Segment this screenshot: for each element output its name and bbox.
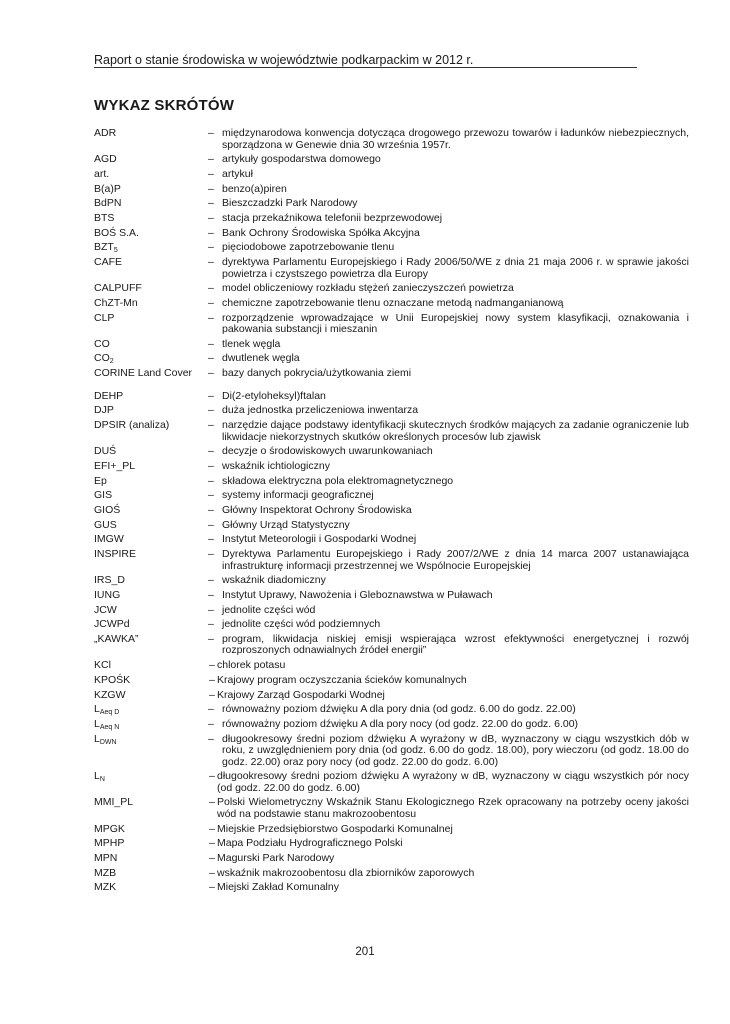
list-item: [94, 575, 689, 587]
separator-dash: –: [208, 588, 214, 601]
list-item: [94, 660, 689, 672]
list-item: [94, 690, 689, 702]
abbreviation-definition: wskaźnik makrozoobentosu dla zbiorników zaporowych: [217, 866, 475, 879]
list-item: [94, 868, 689, 880]
separator-dash: –: [208, 518, 214, 531]
abbreviation-definition: chemiczne zapotrzebowanie tlenu oznaczane metodą nadmanganianową: [222, 296, 564, 309]
abbreviation-term: DEHP: [94, 389, 124, 402]
page-title: WYKAZ SKRÓTÓW: [94, 97, 235, 114]
separator-dash: –: [209, 770, 215, 783]
separator-dash: –: [208, 503, 214, 516]
list-item: [94, 734, 689, 769]
abbreviation-term: BOŚ S.A.: [94, 226, 139, 239]
abbreviation-term: MMI_PL: [94, 796, 134, 809]
abbreviation-definition: narzędzie dające podstawy identyfikacji skutecznych środków mających za zadanie ograniczenie lub likwidacje niekorzystnych skutków określonych procesów lub zjawisk: [222, 419, 689, 443]
abbreviation-term: $L_{DWN}$: [94, 732, 117, 746]
separator-dash: –: [208, 296, 214, 309]
list-item: [94, 590, 689, 602]
abbreviation-definition: bazy danych pokrycia/użytkowania ziemi: [222, 367, 412, 380]
abbreviation-term: art.: [94, 167, 110, 180]
list-item: [94, 283, 689, 295]
separator-dash: –: [209, 837, 215, 850]
separator-dash: –: [208, 182, 214, 195]
abbreviation-definition: Bank Ochrony Środowiska Spółka Akcyjna: [222, 226, 420, 239]
list-item: [94, 391, 689, 403]
list-item: [94, 353, 689, 365]
abbreviation-term: DJP: [94, 404, 114, 417]
abbreviation-term: GIOŚ: [94, 503, 121, 516]
list-item: [94, 534, 689, 546]
abbreviation-term: MZK: [94, 881, 117, 894]
list-item: [94, 339, 689, 351]
abbreviation-term: MZB: [94, 866, 117, 879]
separator-dash: –: [208, 632, 214, 645]
abbreviation-definition: Magurski Park Narodowy: [217, 852, 335, 864]
abbreviation-definition: tlenek węgla: [222, 337, 281, 350]
separator-dash: –: [208, 548, 214, 560]
abbreviation-term: EFI+_PL: [94, 459, 136, 472]
separator-dash: –: [209, 688, 215, 701]
abbreviation-definition: duża jednostka przeliczeniowa inwentarza: [222, 404, 419, 417]
abbreviation-definition: model obliczeniowy rozkładu stężeń zanieczyszczeń powietrza: [222, 282, 514, 295]
abbreviation-definition: międzynarodowa konwencja dotycząca drogowego przewozu towarów i ładunków niebezpiecznych, sporządzona w Genewie dnia 30 września 1957r.: [222, 127, 689, 151]
abbreviation-definition: składowa elektryczna pola elektromagnetycznego: [222, 474, 454, 487]
abbreviation-term: $CO_2$: [94, 352, 114, 366]
abbreviation-definition: chlorek potasu: [217, 659, 286, 672]
abbreviation-term: AGD: [94, 153, 117, 166]
separator-dash: –: [209, 673, 215, 686]
page-number: 201: [355, 946, 375, 958]
abbreviation-definition: Główny Inspektorat Ochrony Środowiska: [222, 503, 412, 516]
list-item: [94, 619, 689, 631]
abbreviation-definition: wskaźnik ichtiologiczny: [222, 459, 330, 472]
separator-dash: –: [208, 282, 214, 295]
abbreviation-term: $BZT_5$: [94, 241, 118, 255]
abbreviation-definition: Krajowy Zarząd Gospodarki Wodnej: [217, 688, 385, 701]
abbreviation-term: GUS: [94, 518, 117, 531]
abbreviation-term: KPOŚK: [94, 673, 131, 686]
separator-dash: –: [208, 127, 214, 139]
abbreviation-definition: Dyrektywa Parlamentu Europejskiego i Rady 2007/2/WE z dnia 14 marca 2007 ustanawiająca infrastrukturę informacji przestrzennej we Wspólnocie Europejskiej: [222, 548, 689, 572]
list-item: [94, 405, 689, 417]
separator-dash: –: [208, 241, 214, 254]
abbreviation-definition: rozporządzenie wprowadzające w Unii Europejskiej nowy system klasyfikacji, oznakowania i pakowania substancji i mieszanin: [222, 311, 689, 336]
abbreviation-definition: dyrektywa Parlamentu Europejskiego i Rady 2006/50/WE z dnia 21 maja 2006 r. w sprawie jakości powietrza i czystszego powietrza dla Europy: [222, 256, 689, 280]
list-item: [94, 824, 689, 836]
separator-dash: –: [209, 852, 215, 864]
separator-dash: –: [208, 226, 214, 239]
list-item: [94, 184, 689, 196]
abbreviation-definition: decyzje o środowiskowych uwarunkowaniach: [222, 445, 433, 458]
abbreviation-term: JCW: [94, 603, 117, 616]
separator-dash: –: [208, 419, 214, 431]
abbreviation-subscript: DWN: [99, 738, 117, 746]
abbreviation-term: CORINE Land Cover: [94, 367, 193, 380]
separator-dash: –: [208, 197, 214, 210]
separator-dash: –: [208, 474, 214, 487]
list-item: [94, 446, 689, 458]
abbreviation-term: Ep: [94, 474, 107, 487]
list-item: [94, 490, 689, 502]
separator-dash: –: [208, 459, 214, 472]
abbreviation-term: MPN: [94, 852, 118, 864]
separator-dash: –: [208, 717, 214, 730]
list-item: [94, 257, 689, 280]
list-item: [94, 605, 689, 617]
abbreviation-term: $L_N$: [94, 770, 105, 784]
abbreviation-subscript: 2: [109, 358, 114, 366]
abbreviation-definition: Instytut Meteorologii i Gospodarki Wodnej: [222, 533, 417, 546]
separator-dash: –: [208, 167, 214, 180]
list-item: [94, 853, 689, 865]
abbreviation-term: $L_{Aeq N}$: [94, 717, 120, 731]
abbreviation-definition: Bieszczadzki Park Narodowy: [222, 197, 358, 210]
abbreviation-term: BTS: [94, 211, 115, 224]
separator-dash: –: [208, 211, 214, 224]
abbreviation-term: „KAWKA”: [94, 632, 139, 645]
abbreviation-term: IMGW: [94, 533, 124, 546]
abbreviation-term: CALPUFF: [94, 282, 142, 295]
abbreviation-definition: pięciodobowe zapotrzebowanie tlenu: [222, 241, 395, 254]
abbreviation-definition: Mapa Podziału Hydrograficznego Polski: [217, 837, 403, 850]
separator-dash: –: [208, 732, 214, 745]
abbreviation-definition: systemy informacji geograficznej: [222, 489, 374, 502]
list-item: [94, 242, 689, 254]
separator-dash: –: [208, 603, 214, 616]
separator-dash: –: [209, 822, 215, 835]
separator-dash: –: [209, 796, 215, 809]
list-item: [94, 771, 689, 794]
abbreviation-definition: jednolite części wód podziemnych: [222, 618, 381, 631]
separator-dash: –: [209, 881, 215, 894]
list-item: [94, 169, 689, 181]
abbreviation-term: ADR: [94, 127, 117, 139]
abbreviation-definition: jednolite części wód: [222, 603, 316, 616]
abbreviation-definition: artykuł: [222, 167, 253, 180]
abbreviation-term: IRS_D: [94, 574, 125, 587]
abbreviation-definition: długookresowy średni poziom dźwięku A wyrażony w dB, wyznaczony w ciągu wszystkich pór nocy (od godz. 22.00 do godz. 6.00): [217, 770, 689, 794]
separator-dash: –: [208, 311, 214, 324]
abbreviation-term: B(a)P: [94, 182, 121, 195]
abbreviation-definition: benzo(a)piren: [222, 182, 287, 195]
abbreviation-definition: Krajowy program oczyszczania ścieków komunalnych: [217, 673, 467, 686]
list-item: [94, 520, 689, 532]
list-item: [94, 505, 689, 517]
header-divider: [94, 67, 637, 68]
abbreviation-term: IUNG: [94, 588, 121, 601]
abbreviation-definition: równoważny poziom dźwięku A dla pory dnia (od godz. 6.00 do godz. 22.00): [222, 703, 576, 716]
separator-dash: –: [208, 352, 214, 365]
abbreviation-definition: Di(2-etyloheksyl)ftalan: [222, 389, 326, 402]
abbreviation-term: JCWPd: [94, 618, 130, 631]
separator-dash: –: [208, 618, 214, 631]
list-item: [94, 298, 689, 310]
list-item: [94, 797, 689, 820]
abbreviation-definition: program, likwidacja niskiej emisji wspierająca wzrost efektywności energetycznej i rozwój rozproszonych odnawialnych źródeł energii”: [222, 632, 689, 657]
separator-dash: –: [208, 367, 214, 380]
list-item: [94, 154, 689, 166]
abbreviation-subscript: N: [99, 776, 105, 784]
abbreviation-term: DUŚ: [94, 445, 117, 458]
abbreviation-term: CO: [94, 337, 110, 350]
abbreviation-subscript: Aeq N: [99, 723, 120, 731]
separator-dash: –: [208, 703, 214, 716]
abbreviation-term: KZGW: [94, 688, 126, 701]
separator-dash: –: [208, 256, 214, 268]
abbreviation-definition: stacja przekaźnikowa telefonii bezprzewodowej: [222, 211, 443, 224]
list-item: [94, 549, 689, 572]
separator-dash: –: [208, 404, 214, 417]
abbreviation-term: INSPIRE: [94, 548, 137, 560]
list-item: [94, 461, 689, 473]
separator-dash: –: [209, 659, 215, 672]
abbreviation-definition: długookresowy średni poziom dźwięku A wyrażony w dB, wyznaczony w ciągu wszystkich dób w roku, z uwzględnieniem pory dnia (od godz. 6.00 do godz. 18.00), pory wieczoru (od godz. 18.00 do godz. 22.00) oraz pory nocy (od godz. 22.00 do godz. 6.00): [222, 732, 689, 768]
abbreviation-definition: artykuły gospodarstwa domowego: [222, 153, 381, 166]
list-item: [94, 420, 689, 443]
abbreviation-definition: wskaźnik diadomiczny: [222, 574, 326, 587]
separator-dash: –: [208, 389, 214, 402]
list-item: [94, 228, 689, 240]
list-item: [94, 128, 689, 151]
list-item: [94, 213, 689, 225]
abbreviation-term: MPHP: [94, 837, 125, 850]
abbreviation-term: BdPN: [94, 197, 122, 210]
abbreviation-definition: dwutlenek węgla: [222, 352, 300, 365]
separator-dash: –: [208, 533, 214, 546]
list-item: [94, 882, 689, 894]
abbreviation-definition: Polski Wielometryczny Wskaźnik Stanu Ekologicznego Rzek opracowany na potrzeby oceny jakości wód na podstawie stanu makrozoobentosu: [217, 796, 689, 820]
separator-dash: –: [208, 337, 214, 350]
list-item: [94, 838, 689, 850]
separator-dash: –: [208, 445, 214, 458]
abbreviation-term: CLP: [94, 311, 115, 324]
abbreviation-definition: Miejskie Przedsiębiorstwo Gospodarki Komunalnej: [217, 822, 453, 835]
abbreviation-term: KCl: [94, 659, 111, 672]
list-item: [94, 368, 689, 380]
list-item: [94, 719, 689, 731]
separator-dash: –: [208, 574, 214, 587]
list-item: [94, 675, 689, 687]
abbreviation-definition: Instytut Uprawy, Nawożenia i Gleboznawstwa w Puławach: [222, 588, 493, 601]
abbreviation-term: CAFE: [94, 256, 123, 268]
abbreviation-term: $L_{Aeq D}$: [94, 703, 120, 717]
abbreviation-definition: Miejski Zakład Komunalny: [217, 881, 339, 894]
abbreviation-definition: Główny Urząd Statystyczny: [222, 518, 350, 531]
list-item: [94, 198, 689, 210]
list-item: [94, 704, 689, 716]
abbreviation-term: MPGK: [94, 822, 125, 835]
list-item: [94, 476, 689, 488]
list-item: [94, 634, 689, 657]
abbreviation-term: ChZT-Mn: [94, 296, 138, 309]
abbreviation-list: [94, 128, 689, 897]
abbreviation-term: DPSIR (analiza): [94, 419, 170, 431]
abbreviation-subscript: Aeq D: [99, 709, 120, 717]
list-item: [94, 313, 689, 336]
separator-dash: –: [208, 153, 214, 166]
separator-dash: –: [208, 489, 214, 502]
abbreviation-subscript: 5: [113, 247, 118, 255]
running-header: Raport o stanie środowiska w województwie podkarpackim w 2012 r.: [94, 53, 474, 67]
abbreviation-term: GIS: [94, 489, 113, 502]
abbreviation-definition: równoważny poziom dźwięku A dla pory nocy (od godz. 22.00 do godz. 6.00): [222, 717, 579, 730]
separator-dash: –: [209, 866, 215, 879]
